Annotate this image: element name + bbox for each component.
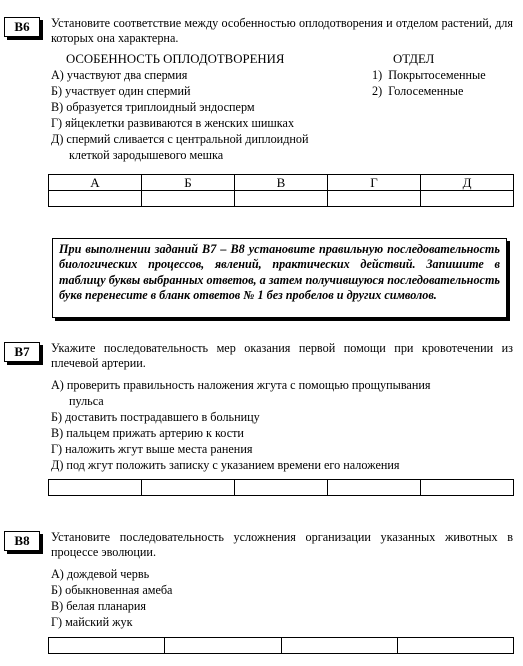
question-tag-b6: В6 (4, 17, 40, 37)
option-b6-c: В) образуется триплоидный эндосперм (51, 100, 255, 114)
column-header-department: ОТДЕЛ (393, 52, 435, 66)
answer-table-b7 (48, 479, 514, 496)
answer-cell[interactable] (49, 638, 165, 654)
answer-cell[interactable] (142, 480, 235, 496)
option-b7-a: А) проверить правильность наложения жгута с помощью прощупывания (51, 378, 431, 392)
answer-cell[interactable] (421, 191, 514, 207)
department-2: 2) Голосеменные (372, 84, 464, 98)
option-b8-c: В) белая планария (51, 599, 146, 613)
option-b7-b: Б) доставить пострадавшего в больницу (51, 410, 260, 424)
option-b6-b: Б) участвует один спермий (51, 84, 191, 98)
answer-cell[interactable] (49, 480, 142, 496)
answer-header-d: Г (328, 175, 421, 191)
answer-table-b8 (48, 637, 514, 654)
question-text-b8: Установите последовательность усложнения организации указанных животных в процессе эволюции. (51, 530, 513, 559)
column-header-feature: ОСОБЕННОСТЬ ОПЛОДОТВОРЕНИЯ (66, 52, 285, 66)
option-b6-d: Г) яйцеклетки развиваются в женских шишках (51, 116, 295, 130)
option-b7-d: Г) наложить жгут выше места ранения (51, 442, 253, 456)
answer-cell[interactable] (142, 191, 235, 207)
answer-header-b: Б (142, 175, 235, 191)
answer-cell[interactable] (235, 480, 328, 496)
department-1: 1) Покрытосеменные (372, 68, 486, 82)
option-b6-e: Д) спермий сливается с центральной диплоидной (51, 132, 309, 146)
option-b8-a: А) дождевой червь (51, 567, 150, 581)
option-b7-c: В) пальцем прижать артерию к кости (51, 426, 244, 440)
answer-cell[interactable] (328, 480, 421, 496)
option-b6-e-cont: клеткой зародышевого мешка (69, 148, 224, 162)
answer-header-c: В (235, 175, 328, 191)
answer-cell[interactable] (235, 191, 328, 207)
option-b6-a: А) участвуют два спермия (51, 68, 188, 82)
instruction-box: При выполнении заданий В7 – В8 установите правильную последовательность биологических процессов, явлений, практических действий. Запишите в таблицу буквы выбранных ответов, а затем получившуюся последовательность букв перенесите в бланк ответов № 1 без пробелов и других символов. (52, 238, 507, 318)
option-b8-b: Б) обыкновенная амеба (51, 583, 173, 597)
option-b7-a-cont: пульса (69, 394, 104, 408)
question-tag-b7: В7 (4, 342, 40, 362)
option-b7-e: Д) под жгут положить записку с указанием времени его наложения (51, 458, 400, 472)
question-text-b6: Установите соответствие между особенностью оплодотворения и отделом растений, для которых она характерна. (51, 16, 513, 45)
answer-cell[interactable] (397, 638, 513, 654)
answer-header-a: А (49, 175, 142, 191)
option-b8-d: Г) майский жук (51, 615, 133, 629)
question-tag-b8: В8 (4, 531, 40, 551)
question-text-b7: Укажите последовательность мер оказания первой помощи при кровотечении из плечевой артерии. (51, 341, 513, 370)
answer-cell[interactable] (328, 191, 421, 207)
answer-cell[interactable] (165, 638, 281, 654)
answer-cell[interactable] (49, 191, 142, 207)
answer-header-e: Д (421, 175, 514, 191)
answer-table-b6 (48, 174, 514, 207)
answer-cell[interactable] (281, 638, 397, 654)
answer-cell[interactable] (421, 480, 514, 496)
